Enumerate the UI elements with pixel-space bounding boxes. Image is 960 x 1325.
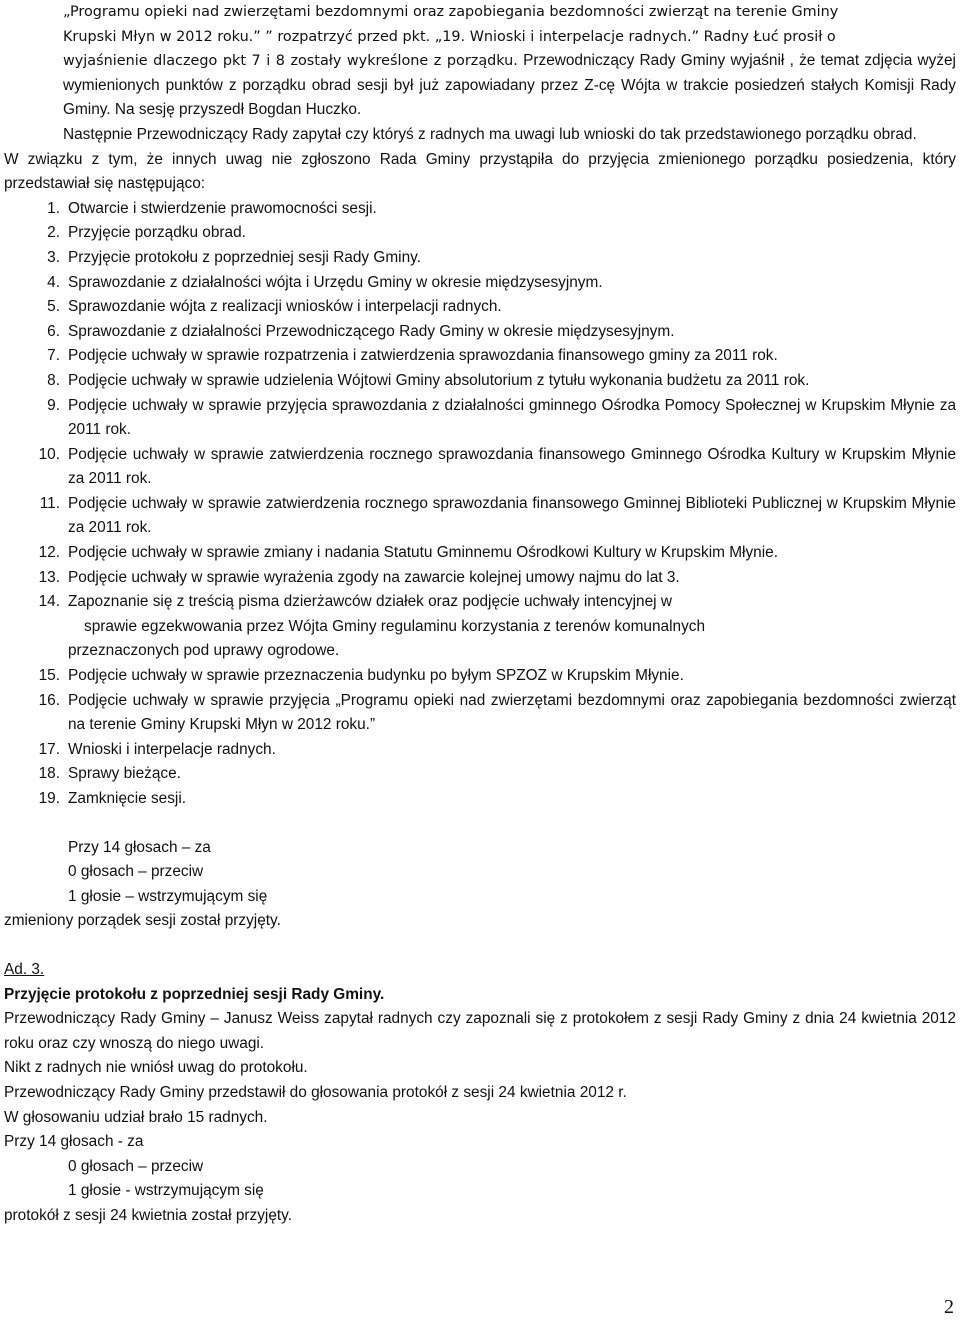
agenda-item	[4, 689, 956, 738]
intro-explanation: Przewodniczący Rady Gminy wyjaśnił , że temat zdjęcia wyżej wymienionych punktów z porządku obrad sesji był już zapowiadany przez Z-cę Wójta w trakcie posiedzeń stałych Komisji Rady Gminy. Na sesję przyszedł Bogdan Huczko.	[63, 52, 956, 119]
agenda-item-text: Przyjęcie protokołu z poprzedniej sesji Rady Gminy.	[68, 248, 421, 266]
agenda-item-text: Sprawy bieżące.	[68, 765, 181, 783]
agenda-item-text: Podjęcie uchwały w sprawie przeznaczenia budynku po byłym SPZOZ w Krupskim Młynie.	[68, 667, 684, 685]
agenda-item-number: 13.	[38, 568, 60, 586]
agenda-intro: W związku z tym, że innych uwag nie zgłoszono Rada Gminy przystąpiła do przyjęcia zmienionego porządku posiedzenia, który przedstawiał się następująco:	[4, 150, 956, 193]
vote-against: 0 głosach – przeciw	[68, 863, 204, 881]
agenda-item-number: 8.	[47, 371, 60, 389]
agenda-item	[4, 369, 956, 394]
agenda-item	[4, 246, 956, 271]
agenda-item-number: 1.	[47, 199, 60, 217]
agenda-item	[4, 443, 956, 492]
agenda-item-text: Podjęcie uchwały w sprawie przyjęcia „Programu opieki nad zwierzętami bezdomnymi oraz zapobiegania bezdomności zwierząt na terenie Gminy Krupski Młyn w 2012 roku.”	[68, 691, 956, 734]
agenda-item-text: Zapoznanie się z treścią pisma dzierżawców działek oraz podjęcie uchwały intencyjnej w	[68, 593, 672, 611]
agenda-item-text: Podjęcie uchwały w sprawie zatwierdzenia rocznego sprawozdania finansowego Gminnej Biblioteki Publicznej w Krupskim Młynie za 2011 rok.	[68, 494, 956, 537]
section-3-vote-abstain: 1 głosie - wstrzymującym się	[68, 1182, 264, 1200]
intro-line-1: „Programu opieki nad zwierzętami bezdomnymi oraz zapobiegania bezdomności zwierząt na terenie Gminy	[63, 4, 839, 20]
agenda-item-text: Otwarcie i stwierdzenie prawomocności sesji.	[68, 199, 377, 217]
agenda-item-number: 11.	[39, 494, 60, 512]
agenda-item	[4, 664, 956, 689]
vote-abstain: 1 głosie – wstrzymującym się	[68, 887, 268, 905]
agenda-item-number: 6.	[47, 322, 60, 340]
agenda-item-number: 19.	[38, 790, 60, 807]
agenda-item-number: 12.	[38, 544, 60, 562]
agenda-item	[4, 566, 956, 591]
section-3-heading: Przyjęcie protokołu z poprzedniej sesji Rady Gminy.	[4, 985, 385, 1003]
agenda-item	[4, 344, 956, 369]
agenda-item-number: 16.	[38, 691, 60, 709]
intro-line-2: Krupski Młyn w 2012 roku.” ” rozpatrzyć przed pkt. „19. Wnioski i interpelacje radnych.” Radny Łuć prosił o	[63, 28, 836, 45]
document-page	[4, 0, 956, 1229]
agenda-item-number: 5.	[47, 298, 60, 316]
section-3-paragraph-4: W głosowaniu udział brało 15 radnych.	[4, 1108, 268, 1126]
agenda-item-number: 10.	[38, 445, 60, 463]
agenda-item	[4, 590, 956, 664]
agenda-item-text: Podjęcie uchwały w sprawie udzielenia Wójtowi Gminy absolutorium z tytułu wykonania budżetu za 2011 rok.	[68, 371, 810, 389]
agenda-item-number: 15.	[38, 667, 60, 685]
agenda-item-continuation: przeznaczonych pod uprawy ogrodowe.	[68, 642, 340, 660]
intro-question: Następnie Przewodniczący Rady zapytał czy któryś z radnych ma uwagi lub wnioski do tak przedstawionego porządku obrad.	[63, 125, 917, 143]
agenda-item-number: 2.	[47, 224, 60, 242]
agenda-item-number: 3.	[47, 248, 60, 266]
agenda-item	[4, 271, 956, 296]
page-number: 2	[944, 1296, 954, 1318]
section-3-paragraph-2: Nikt z radnych nie wniósł uwag do protokołu.	[4, 1059, 308, 1077]
agenda-item-text: Podjęcie uchwały w sprawie zatwierdzenia rocznego sprawozdania finansowego Gminnego Ośrodka Kultury w Krupskim Młynie za 2011 rok.	[68, 445, 956, 488]
section-3-label: Ad. 3.	[4, 960, 45, 978]
agenda-item-text: Sprawozdanie z działalności wójta i Urzędu Gminy w okresie międzysesyjnym.	[68, 273, 603, 291]
section-3-result: protokół z sesji 24 kwietnia został przyjęty.	[4, 1206, 292, 1224]
vote-for: Przy 14 głosach – za	[68, 838, 211, 856]
section-3-vote-for: Przy 14 głosach - za	[4, 1133, 144, 1151]
agenda-item-number: 18.	[38, 765, 60, 783]
agenda-item	[4, 394, 956, 443]
agenda-item	[4, 197, 956, 222]
section-3-paragraph-3: Przewodniczący Rady Gminy przedstawił do głosowania protokół z sesji 24 kwietnia 2012 r.	[4, 1083, 627, 1101]
section-3-vote-against: 0 głosach – przeciw	[68, 1157, 204, 1175]
agenda-item	[4, 787, 956, 812]
agenda-item	[4, 295, 956, 320]
intro-line-3: wyjaśnienie dlaczego pkt 7 i 8 zostały wykreślone z porządku.	[63, 53, 518, 70]
agenda-item	[4, 738, 956, 763]
section-3-paragraph-1: Przewodniczący Rady Gminy – Janusz Weiss zapytał radnych czy zapoznali się z protokołem z sesji Rady Gminy z dnia 24 kwietnia 2012 roku oraz czy wnoszą do niego uwagi.	[4, 1010, 956, 1052]
agenda-list	[4, 197, 956, 812]
agenda-item	[4, 541, 956, 566]
agenda-item	[4, 492, 956, 541]
agenda-item-text: Sprawozdanie wójta z realizacji wniosków i interpelacji radnych.	[68, 298, 502, 316]
agenda-item-number: 14.	[38, 593, 60, 611]
agenda-item-text: Sprawozdanie z działalności Przewodniczącego Rady Gminy w okresie międzysesyjnym.	[68, 322, 675, 340]
agenda-item-text: Podjęcie uchwały w sprawie przyjęcia sprawozdania z działalności gminnego Ośrodka Pomocy Społecznej w Krupskim Młynie za 2011 rok.	[68, 396, 956, 439]
agenda-item-number: 4.	[47, 273, 60, 291]
agenda-item-text: Wnioski i interpelacje radnych.	[68, 740, 276, 758]
agenda-item-text: Podjęcie uchwały w sprawie wyrażenia zgody na zawarcie kolejnej umowy najmu do lat 3.	[68, 568, 680, 586]
agenda-item-text: Zamknięcie sesji.	[68, 790, 187, 807]
agenda-item-number: 17.	[38, 740, 60, 758]
intro-paragraph	[4, 0, 956, 123]
vote-result: zmieniony porządek sesji został przyjęty.	[4, 912, 281, 930]
agenda-item	[4, 762, 956, 787]
agenda-item-text: Podjęcie uchwały w sprawie zmiany i nadania Statutu Gminnemu Ośrodkowi Kultury w Krupskim Młynie.	[68, 544, 778, 562]
agenda-item	[4, 320, 956, 345]
agenda-item	[4, 221, 956, 246]
agenda-item-text: Przyjęcie porządku obrad.	[68, 224, 246, 242]
agenda-item-continuation: sprawie egzekwowania przez Wójta Gminy regulaminu korzystania z terenów komunalnych	[84, 617, 706, 635]
agenda-item-text: Podjęcie uchwały w sprawie rozpatrzenia i zatwierdzenia sprawozdania finansowego gminy za 2011 rok.	[68, 347, 778, 365]
agenda-item-number: 9.	[47, 396, 60, 414]
agenda-item-number: 7.	[47, 347, 60, 365]
